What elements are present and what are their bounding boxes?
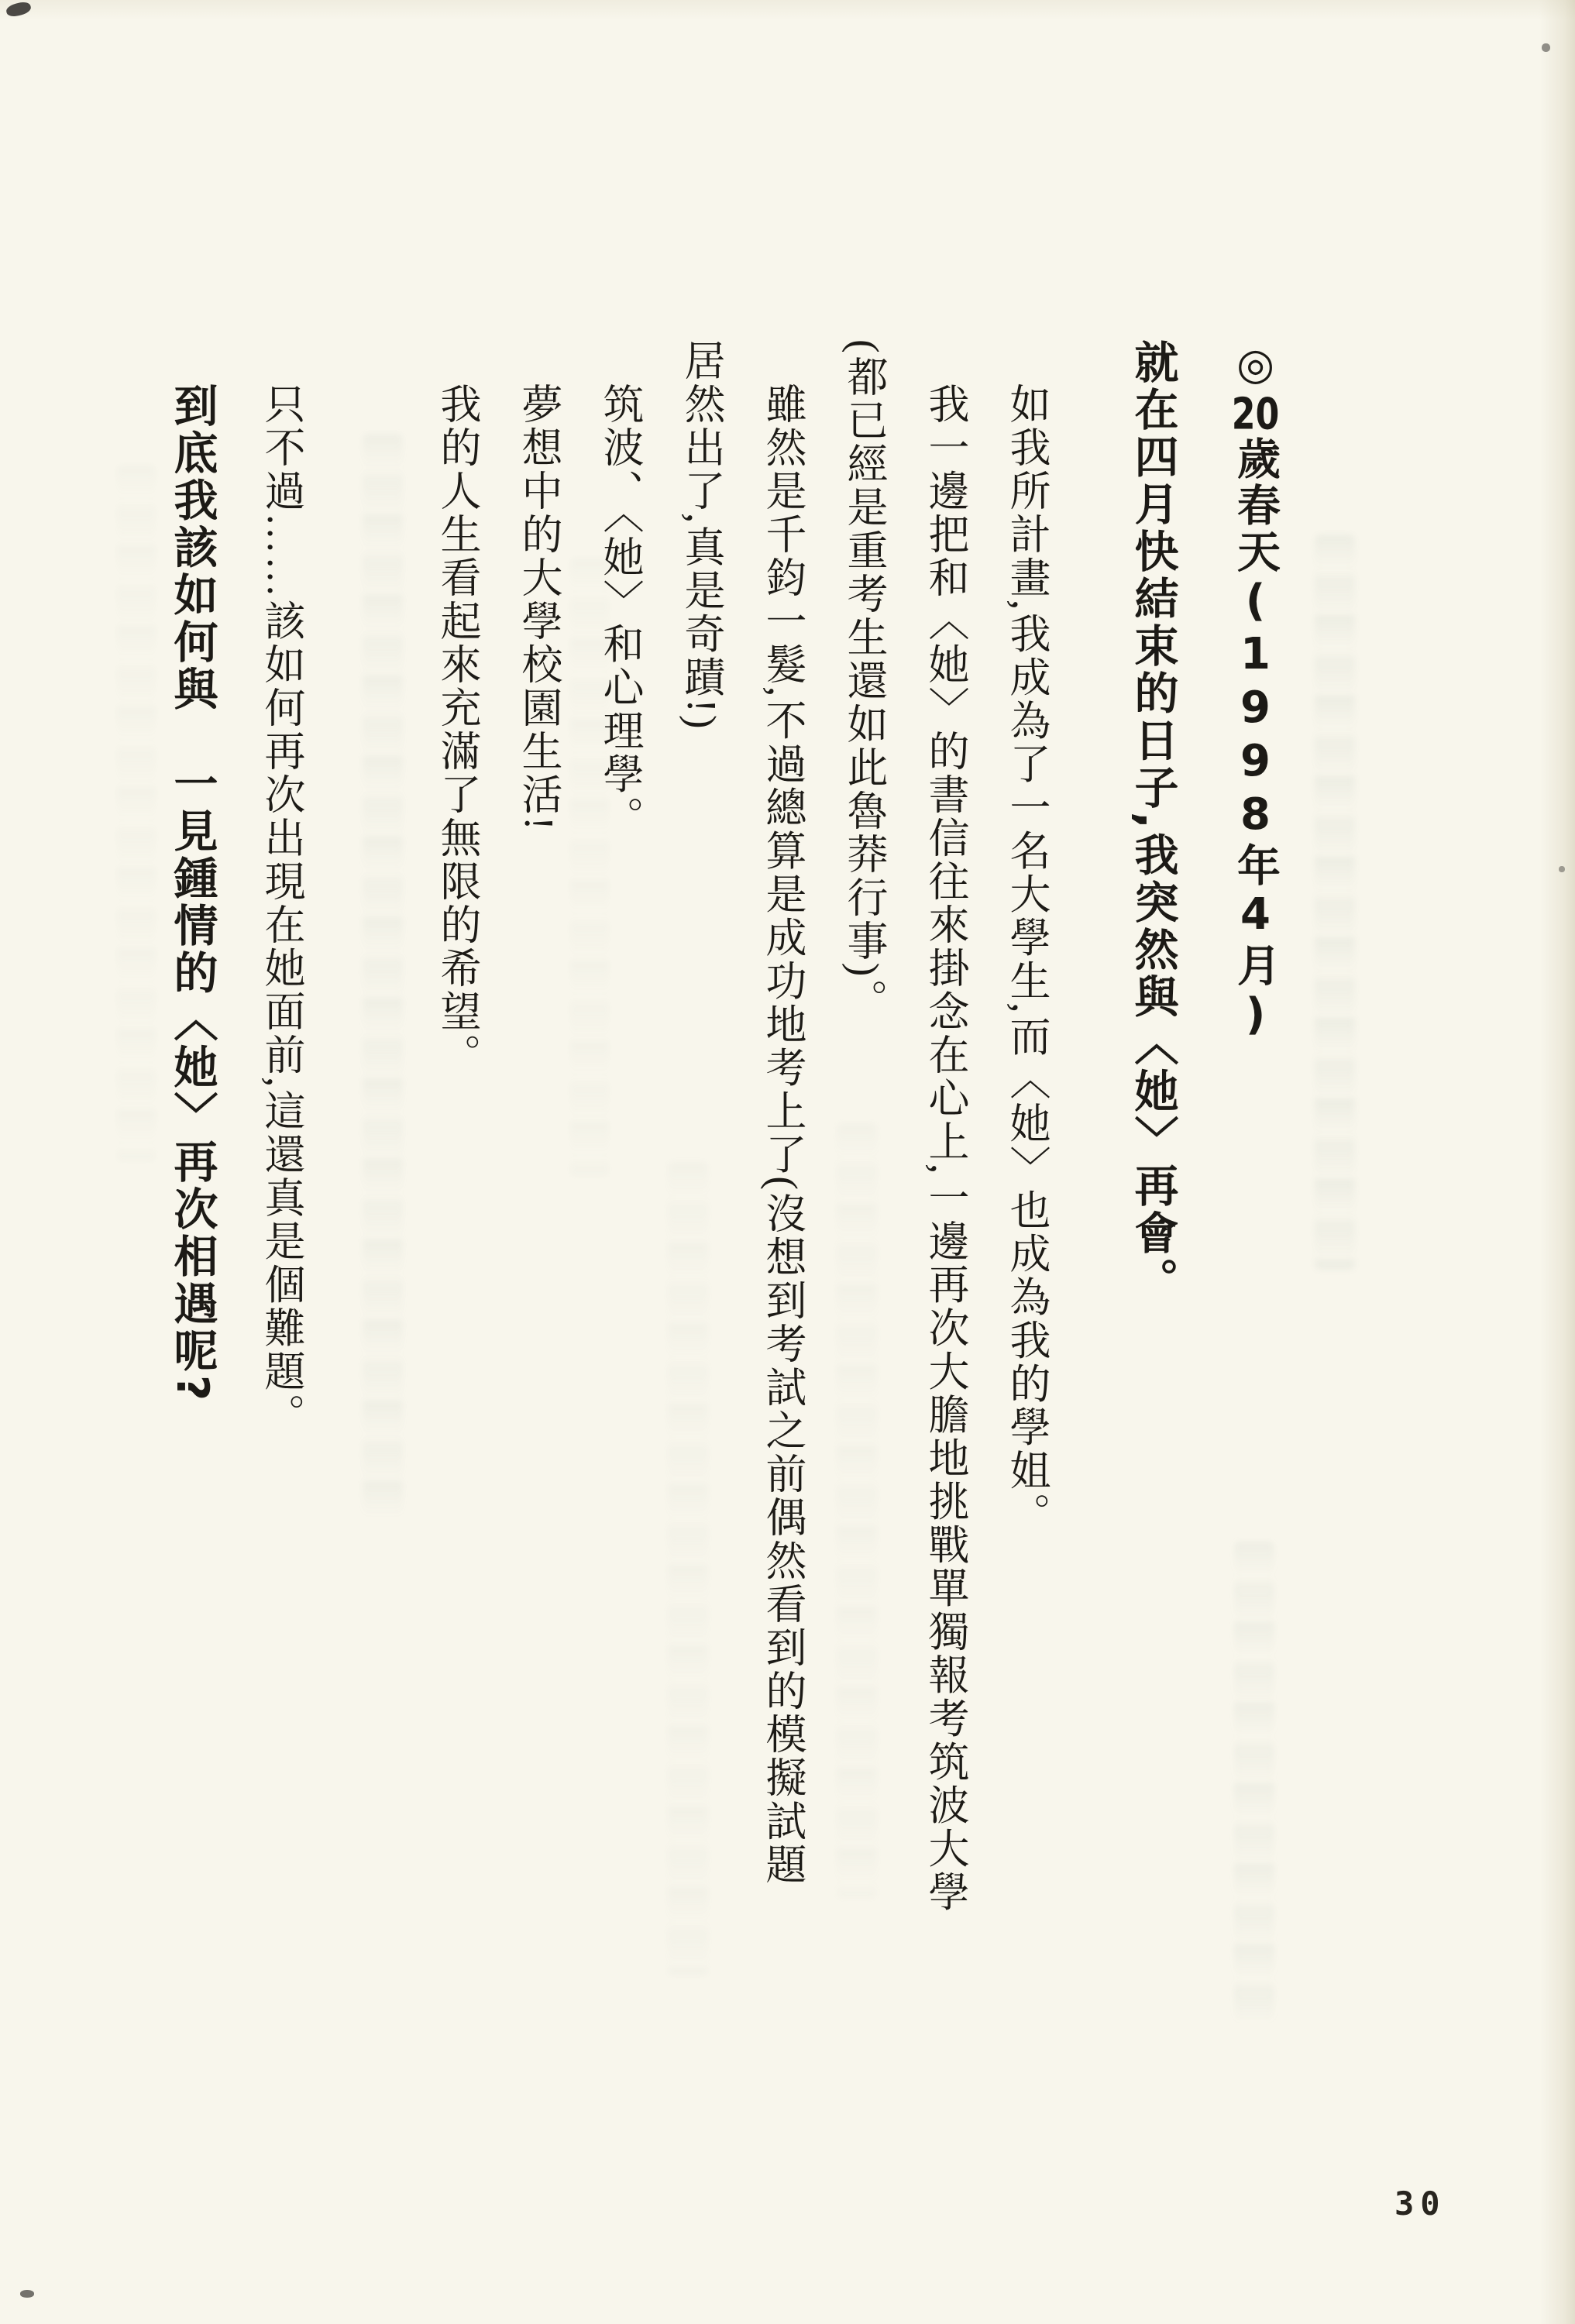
text-column: (都已經是重考生還如此魯莽行事)。: [841, 339, 886, 1023]
heading-text: ◎: [1230, 339, 1281, 393]
text-column: 夢想中的大學校園生活!: [516, 383, 561, 833]
heading-text: 20: [1231, 393, 1280, 436]
page-edge-shading-right: [1539, 0, 1575, 2324]
text-column: 如我所計畫,我成為了一名大學生,而〈她〉也成為我的學姐。: [1004, 383, 1049, 1536]
text-column: 我一邊把和〈她〉的書信往來掛念在心上,一邊再次大膽地挑戰單獨報考筑波大學: [923, 383, 968, 1914]
scan-speck: [1559, 866, 1565, 872]
bleed-through-text: [1315, 535, 1355, 1270]
page-number: 30: [1394, 2185, 1446, 2223]
scan-speck: [1542, 43, 1550, 52]
text-column: 筑波、〈她〉和心理學。: [597, 383, 642, 840]
heading-text: 歲春天(1998年4月): [1230, 436, 1281, 1043]
text-column: 就在四月快結束的日子,我突然與〈她〉再會。: [1127, 339, 1178, 1305]
scan-speck: [20, 2290, 34, 2298]
section-heading: [1215, 339, 1296, 1913]
vertical-text: [151, 339, 1296, 1913]
text-column: 居然出了,真是奇蹟!): [679, 339, 724, 731]
text-column: 雖然是千鈞一髮,不過總算是成功地考上了(沒想到考試之前偶然看到的模擬試題: [760, 383, 805, 1886]
page-edge-shading-top: [0, 0, 1575, 20]
text-column: 只不過……該如何再次出現在她面前,這還真是個難題。: [259, 383, 304, 1437]
text-column: 到底我該如何與 一見鍾情的〈她〉再次相遇呢?: [167, 383, 218, 1404]
text-column: 我的人生看起來充滿了無限的希望。: [435, 383, 480, 1077]
